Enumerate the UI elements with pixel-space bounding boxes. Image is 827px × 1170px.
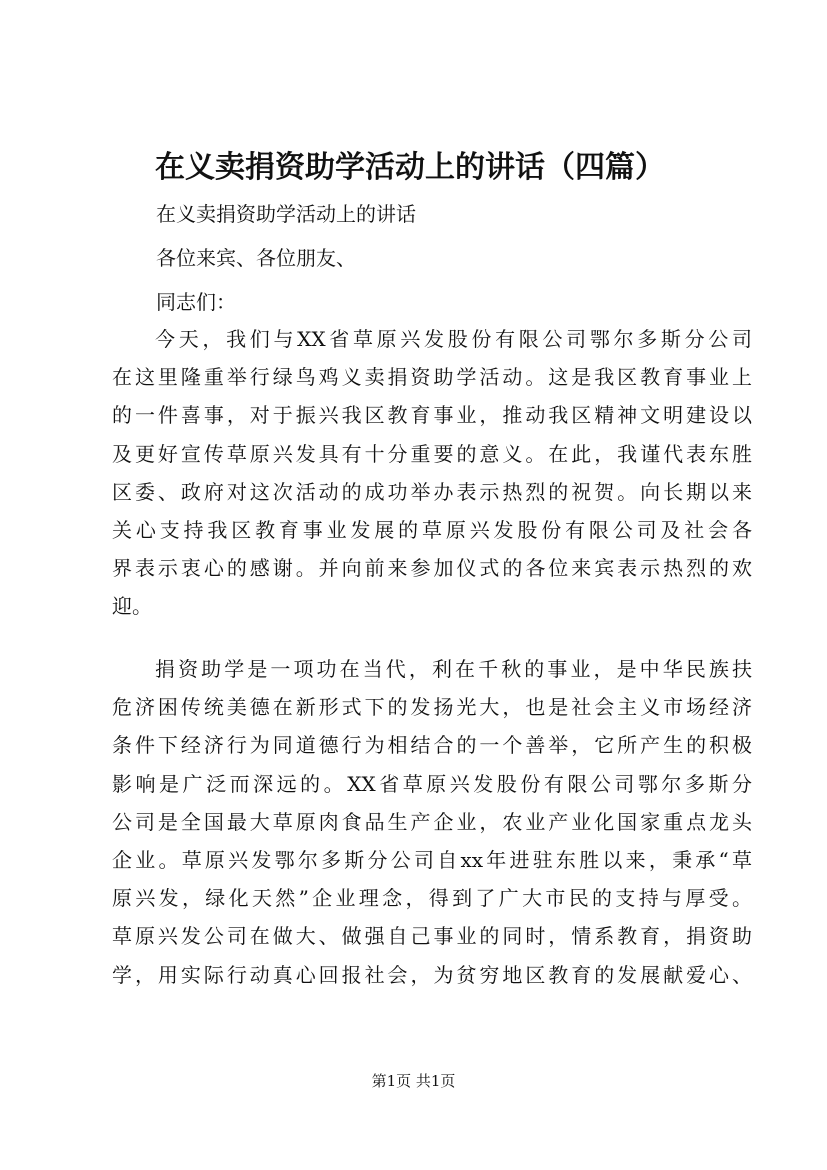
paragraph-line: 界表示衷心的感谢。并向前来参加仪式的各位来宾表示热烈的欢: [112, 556, 752, 581]
paragraph-2: [112, 650, 752, 994]
document-subtitle: 在义卖捐资助学活动上的讲话: [156, 202, 416, 226]
paragraph-line: 企业。草原兴发鄂尔多斯分公司自xx年进驻东胜以来，秉承“草: [112, 847, 752, 872]
paragraph-line: 学，用实际行动真心回报社会，为贫穷地区教育的发展献爱心、: [112, 962, 752, 987]
paragraph-line: 危济困传统美德在新形式下的发扬光大，也是社会主义市场经济: [112, 695, 752, 720]
paragraph-line: 原兴发，绿化天然”企业理念，得到了广大市民的支持与厚受。: [112, 886, 752, 911]
paragraph-line: 的一件喜事，对于振兴我区教育事业，推动我区精神文明建设以: [112, 403, 752, 428]
page-number-footer: 第1页 共1页: [371, 1072, 456, 1090]
paragraph-line: 公司是全国最大草原肉食品生产企业，农业产业化国家重点龙头: [112, 809, 752, 834]
paragraph-line: 及更好宣传草原兴发具有十分重要的意义。在此，我谨代表东胜: [112, 441, 752, 466]
paragraph-line: 关心支持我区教育事业发展的草原兴发股份有限公司及社会各: [112, 517, 752, 542]
paragraph-1: [112, 320, 752, 626]
paragraph-line: 草原兴发公司在做大、做强自己事业的同时，情系教育，捐资助: [112, 924, 752, 949]
document-title: 在义卖捐资助学活动上的讲话（四篇）: [155, 150, 665, 185]
paragraph-line: 在这里隆重举行绿鸟鸡义卖捐资助学活动。这是我区教育事业上: [112, 365, 752, 390]
paragraph-line: 影响是广泛而深远的。XX省草原兴发股份有限公司鄂尔多斯分: [112, 771, 752, 796]
paragraph-line: 区委、政府对这次活动的成功举办表示热烈的祝贺。向长期以来: [112, 479, 752, 504]
paragraph-line: 今天，我们与XX省草原兴发股份有限公司鄂尔多斯分公司: [155, 327, 752, 351]
paragraph-line: 条件下经济行为同道德行为相结合的一个善举，它所产生的积极: [112, 733, 752, 758]
greeting-line-2: 同志们：: [156, 290, 236, 314]
paragraph-line: 迎。: [112, 594, 152, 619]
paragraph-line: 捐资助学是一项功在当代，利在千秋的事业，是中华民族扶: [155, 657, 752, 681]
greeting-line-1: 各位来宾、各位朋友、: [156, 246, 356, 270]
